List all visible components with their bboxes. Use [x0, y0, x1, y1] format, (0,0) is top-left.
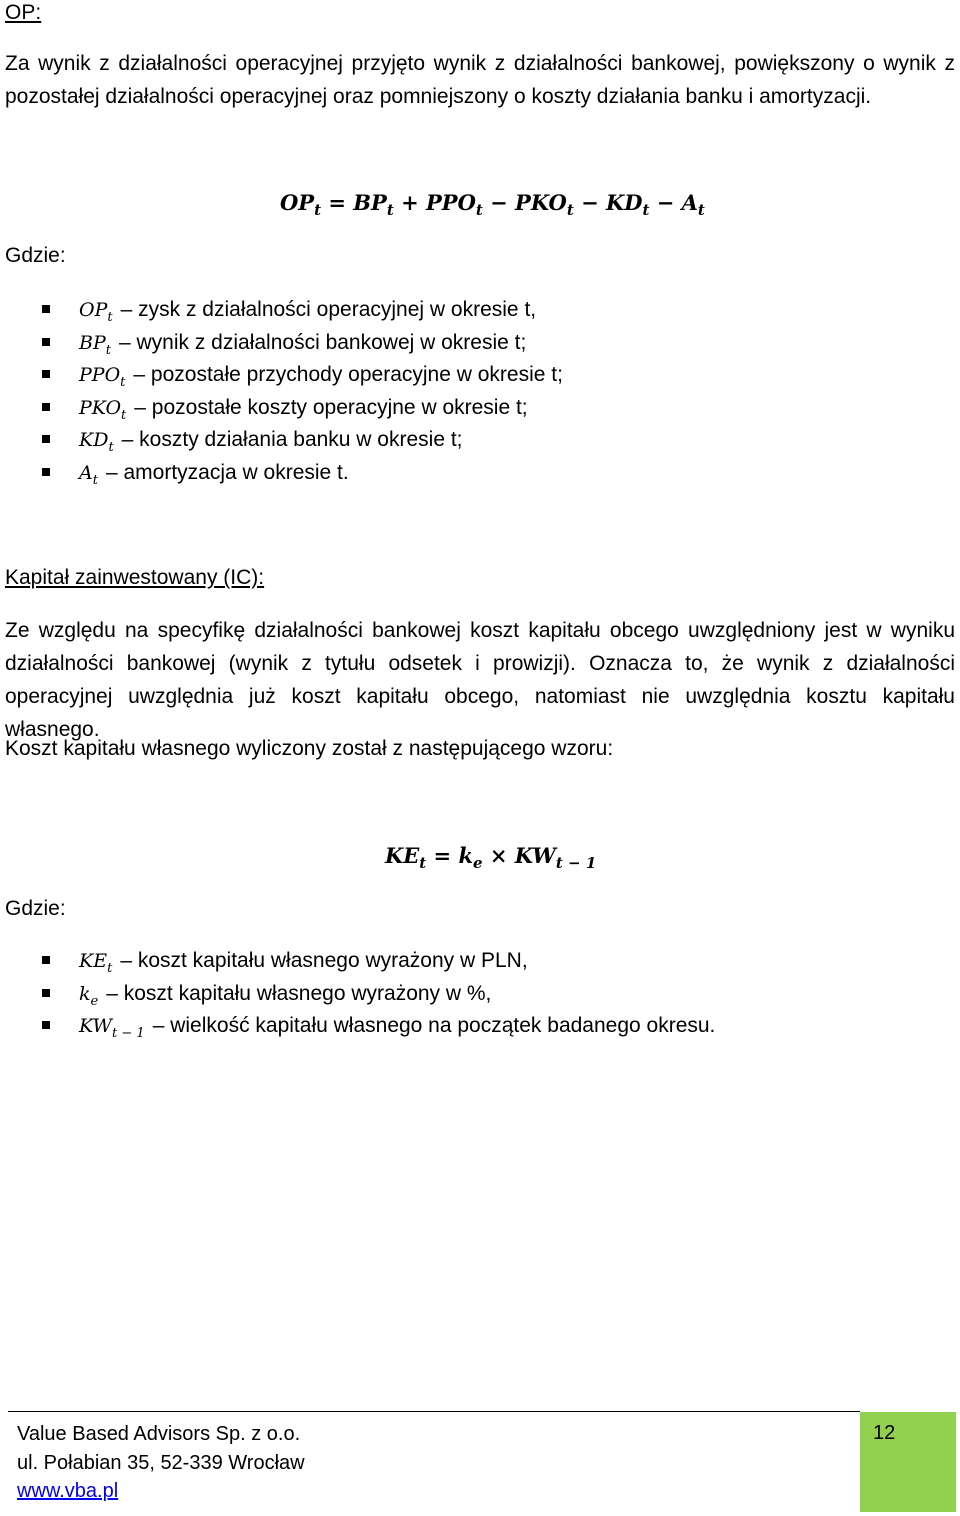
footer-company: Value Based Advisors Sp. z o.o. — [17, 1423, 301, 1445]
formula-operator: × — [489, 843, 508, 868]
bullet-square-icon — [42, 305, 50, 313]
bullet-square-icon — [42, 338, 50, 346]
formula-sub: t — [642, 201, 650, 219]
footer-website-link[interactable]: www.vba.pl — [17, 1480, 119, 1502]
formula-operator: − — [656, 190, 675, 215]
bullet-square-icon — [42, 956, 50, 964]
footer-divider — [8, 1411, 860, 1412]
ic-paragraph: Ze względu na specyfikę działalności bankowej koszt kapitału obcego uwzględniony jest w wyniku działalności bankowej (wynik z tytułu odsetek i prowizji). Oznacza to, że wynik z działalności operacyjnej uwzględnia już koszt kapitału obcego, natomiast nie uwzględnia kosztu kapitału własnego. — [5, 619, 955, 741]
bullet-square-icon — [42, 468, 50, 476]
list-item — [42, 1010, 715, 1043]
formula-term: KE — [385, 843, 420, 868]
formula-sub: t − 1 — [555, 854, 597, 872]
bullet-square-icon — [42, 1021, 50, 1029]
definition-text: – pozostałe przychody operacyjne w okresie t; — [133, 363, 563, 387]
where-label: Gdzie: — [5, 897, 66, 920]
footer-info — [17, 1420, 305, 1506]
bullet-square-icon — [42, 370, 50, 378]
where-label: Gdzie: — [5, 244, 66, 267]
formula-term: k — [458, 843, 473, 868]
formula-term: PPO — [425, 190, 476, 215]
definition-symbol: $A_t$ — [79, 461, 98, 488]
list-item — [42, 294, 563, 327]
definition-symbol: $PPO_t$ — [79, 364, 126, 391]
op-definition-list — [42, 294, 563, 490]
ke-intro: Koszt kapitału własnego wyliczony został z następującego wzoru: — [5, 737, 614, 760]
footer-address: ul. Połabian 35, 52-339 Wrocław — [17, 1451, 305, 1474]
definition-symbol: $OP_t$ — [79, 299, 113, 325]
formula-term: KW — [514, 843, 556, 868]
definition-text: – wynik z działalności bankowej w okresie t; — [118, 330, 527, 354]
ke-definition-list — [42, 945, 715, 1043]
formula-operator: − — [490, 190, 508, 215]
formula-sub: t — [566, 201, 574, 219]
formula-term: PKO — [515, 190, 567, 215]
bullet-square-icon — [42, 403, 50, 411]
definition-symbol: $KE_t$ — [79, 950, 113, 976]
formula-term: BP — [353, 190, 387, 215]
op-formula — [280, 190, 705, 219]
list-item — [42, 457, 563, 490]
page-number: 12 — [873, 1422, 896, 1444]
formula-sub: t — [314, 201, 322, 219]
bullet-square-icon — [42, 435, 50, 443]
formula-sub: e — [473, 854, 483, 872]
definition-text: – koszty działania banku w okresie t; — [121, 428, 463, 452]
formula-term: KD — [605, 190, 643, 215]
definition-text: – koszt kapitału własnego wyrażony w PLN, — [120, 949, 528, 972]
formula-sub: t — [386, 201, 394, 219]
formula-operator: = — [328, 190, 346, 215]
definition-symbol: $PKO_t$ — [79, 396, 127, 423]
definition-symbol: $BP_t$ — [79, 331, 111, 358]
formula-sub: t — [697, 201, 705, 219]
list-item — [42, 978, 715, 1011]
definition-symbol: $k_e$ — [79, 982, 99, 1009]
formula-term: OP — [280, 190, 315, 215]
list-item — [42, 424, 563, 457]
list-item — [42, 359, 563, 392]
list-item — [42, 945, 715, 978]
definition-symbol: $KD_t$ — [79, 429, 114, 456]
definition-text: – amortyzacja w okresie t. — [105, 460, 349, 484]
formula-operator: − — [581, 190, 599, 215]
list-item — [42, 392, 563, 425]
formula-sub: t — [475, 201, 483, 219]
ic-heading: Kapitał zainwestowany (IC): — [5, 566, 265, 589]
op-paragraph: Za wynik z działalności operacyjnej przyjęto wynik z działalności bankowej, powiększony o wynik z pozostałej działalności operacyjnej oraz pomniejszony o koszty działania banku i amortyzacji. — [5, 52, 955, 108]
formula-operator: + — [401, 190, 419, 215]
ke-formula — [385, 843, 597, 872]
page-number-box — [860, 1412, 956, 1512]
definition-symbol: $KW_{t - 1}$ — [79, 1015, 145, 1042]
op-heading: OP: — [5, 1, 42, 24]
definition-text: – zysk z działalności operacyjnej w okresie t, — [120, 298, 537, 321]
formula-operator: = — [433, 843, 452, 868]
list-item — [42, 327, 563, 360]
definition-text: – pozostałe koszty operacyjne w okresie t; — [134, 395, 528, 419]
definition-text: – koszt kapitału własnego wyrażony w %, — [106, 981, 492, 1005]
bullet-square-icon — [42, 989, 50, 997]
formula-term: A — [681, 190, 698, 215]
formula-sub: t — [419, 854, 427, 872]
definition-text: – wielkość kapitału własnego na początek badanego okresu. — [152, 1014, 716, 1038]
